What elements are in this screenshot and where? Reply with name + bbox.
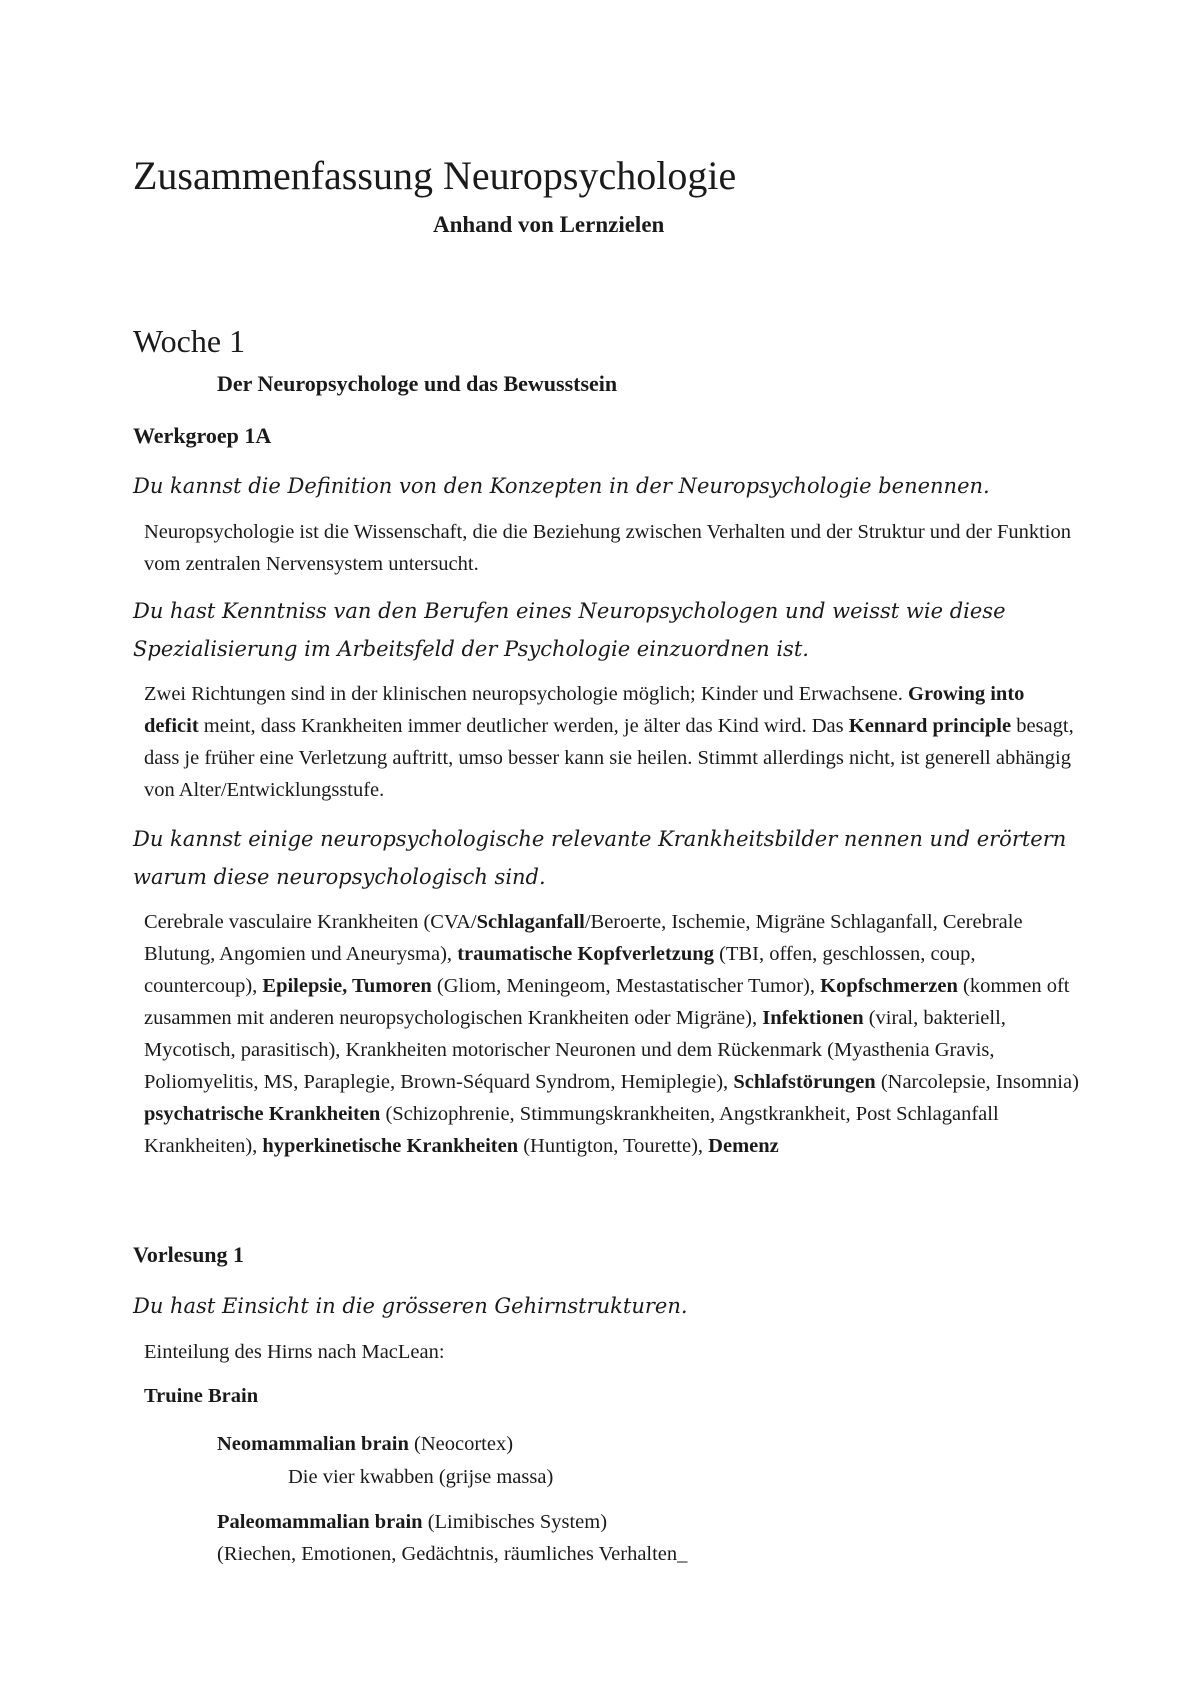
answer-berufe: Zwei Richtungen sind in der klinischen neuropsychologie möglich; Kinder und Erwachsene. Growing into deficit meint, dass Krankheiten immer deutlicher werden, je älter das Kind wird. Das Kennard principle besagt, dass je früher eine Verletzung auftritt, umso besser kann sie heilen. Stimmt allerdings nicht, ist generell abhängig von Alter/Entwicklungsstufe. (144, 683, 1074, 801)
neomammalian-brain: Neomammalian brain (Neocortex) (217, 1433, 514, 1455)
neomammalian-detail: Die vier kwabben (grijse massa) (288, 1466, 554, 1488)
document-subtitle: Anhand von Lernzielen (433, 212, 665, 237)
objective-definition: Du kannst die Definition von den Konzepten in der Neuropsychologie benennen. (133, 474, 990, 498)
paleomammalian-brain: Paleomammalian brain (Limibisches System) (217, 1511, 608, 1533)
term-kennard-principle: Kennard principle (848, 715, 1012, 737)
objective-gehirnstrukturen: Du hast Einsicht in die grösseren Gehirnstrukturen. (133, 1294, 688, 1318)
truine-brain-title: Truine Brain (144, 1385, 259, 1407)
objective-krankheitsbilder: Du kannst einige neuropsychologische relevante Krankheitsbilder nennen und erörtern warum diese neuropsychologisch sind. (133, 827, 1067, 889)
answer-definition: Neuropsychologie ist die Wissenschaft, die die Beziehung zwischen Verhalten und der Struktur und der Funktion vom zentralen Nervensystem untersucht. (144, 521, 1071, 575)
answer-krankheitsbilder: Cerebrale vasculaire Krankheiten (CVA/Schlaganfall/Beroerte, Ischemie, Migräne Schlaganfall, Cerebrale Blutung, Angomien und Aneurysma), traumatische Kopfverletzung (TBI, offen, geschlossen, coup, countercoup), Epilepsie, Tumoren (Gliom, Meningeom, Mestastatischer Tumor), Kopfschmerzen (kommen oft zusammen mit anderen neuropsychologischen Krankheiten oder Migräne), Infektionen (viral, bakteriell, Mycotisch, parasitisch), Krankheiten motorischer Neuronen und dem Rückenmark (Myasthenia Gravis, Poliomyelitis, MS, Paraplegie, Brown-Séquard Syndrom, Hemiplegie), Schlafstörungen (Narcolepsie, Insomnia) psychatrische Krankheiten (Schizophrenie, Stimmungskrankheiten, Angstkrankheit, Post Schlaganfall Krankheiten), hyperkinetische Krankheiten (Huntigton, Tourette), Demenz (144, 911, 1079, 1157)
maclean-intro: Einteilung des Hirns nach MacLean: (144, 1341, 445, 1363)
term-growing-into-deficit: Growing into deficit (144, 683, 1025, 737)
week-heading: Woche 1 (133, 323, 246, 359)
vorlesung-heading: Vorlesung 1 (133, 1242, 245, 1267)
werkgroep-heading: Werkgroep 1A (133, 423, 272, 448)
paleomammalian-detail: (Riechen, Emotionen, Gedächtnis, räumliches Verhalten_ (217, 1543, 688, 1565)
week-topic: Der Neuropsychologe und das Bewusstsein (217, 371, 618, 396)
document-title: Zusammenfassung Neuropsychologie (133, 153, 737, 198)
objective-berufe: Du hast Kenntniss van den Berufen eines Neuropsychologen und weisst wie diese Spezialisierung im Arbeitsfeld der Psychologie einzuordnen ist. (133, 599, 1006, 661)
